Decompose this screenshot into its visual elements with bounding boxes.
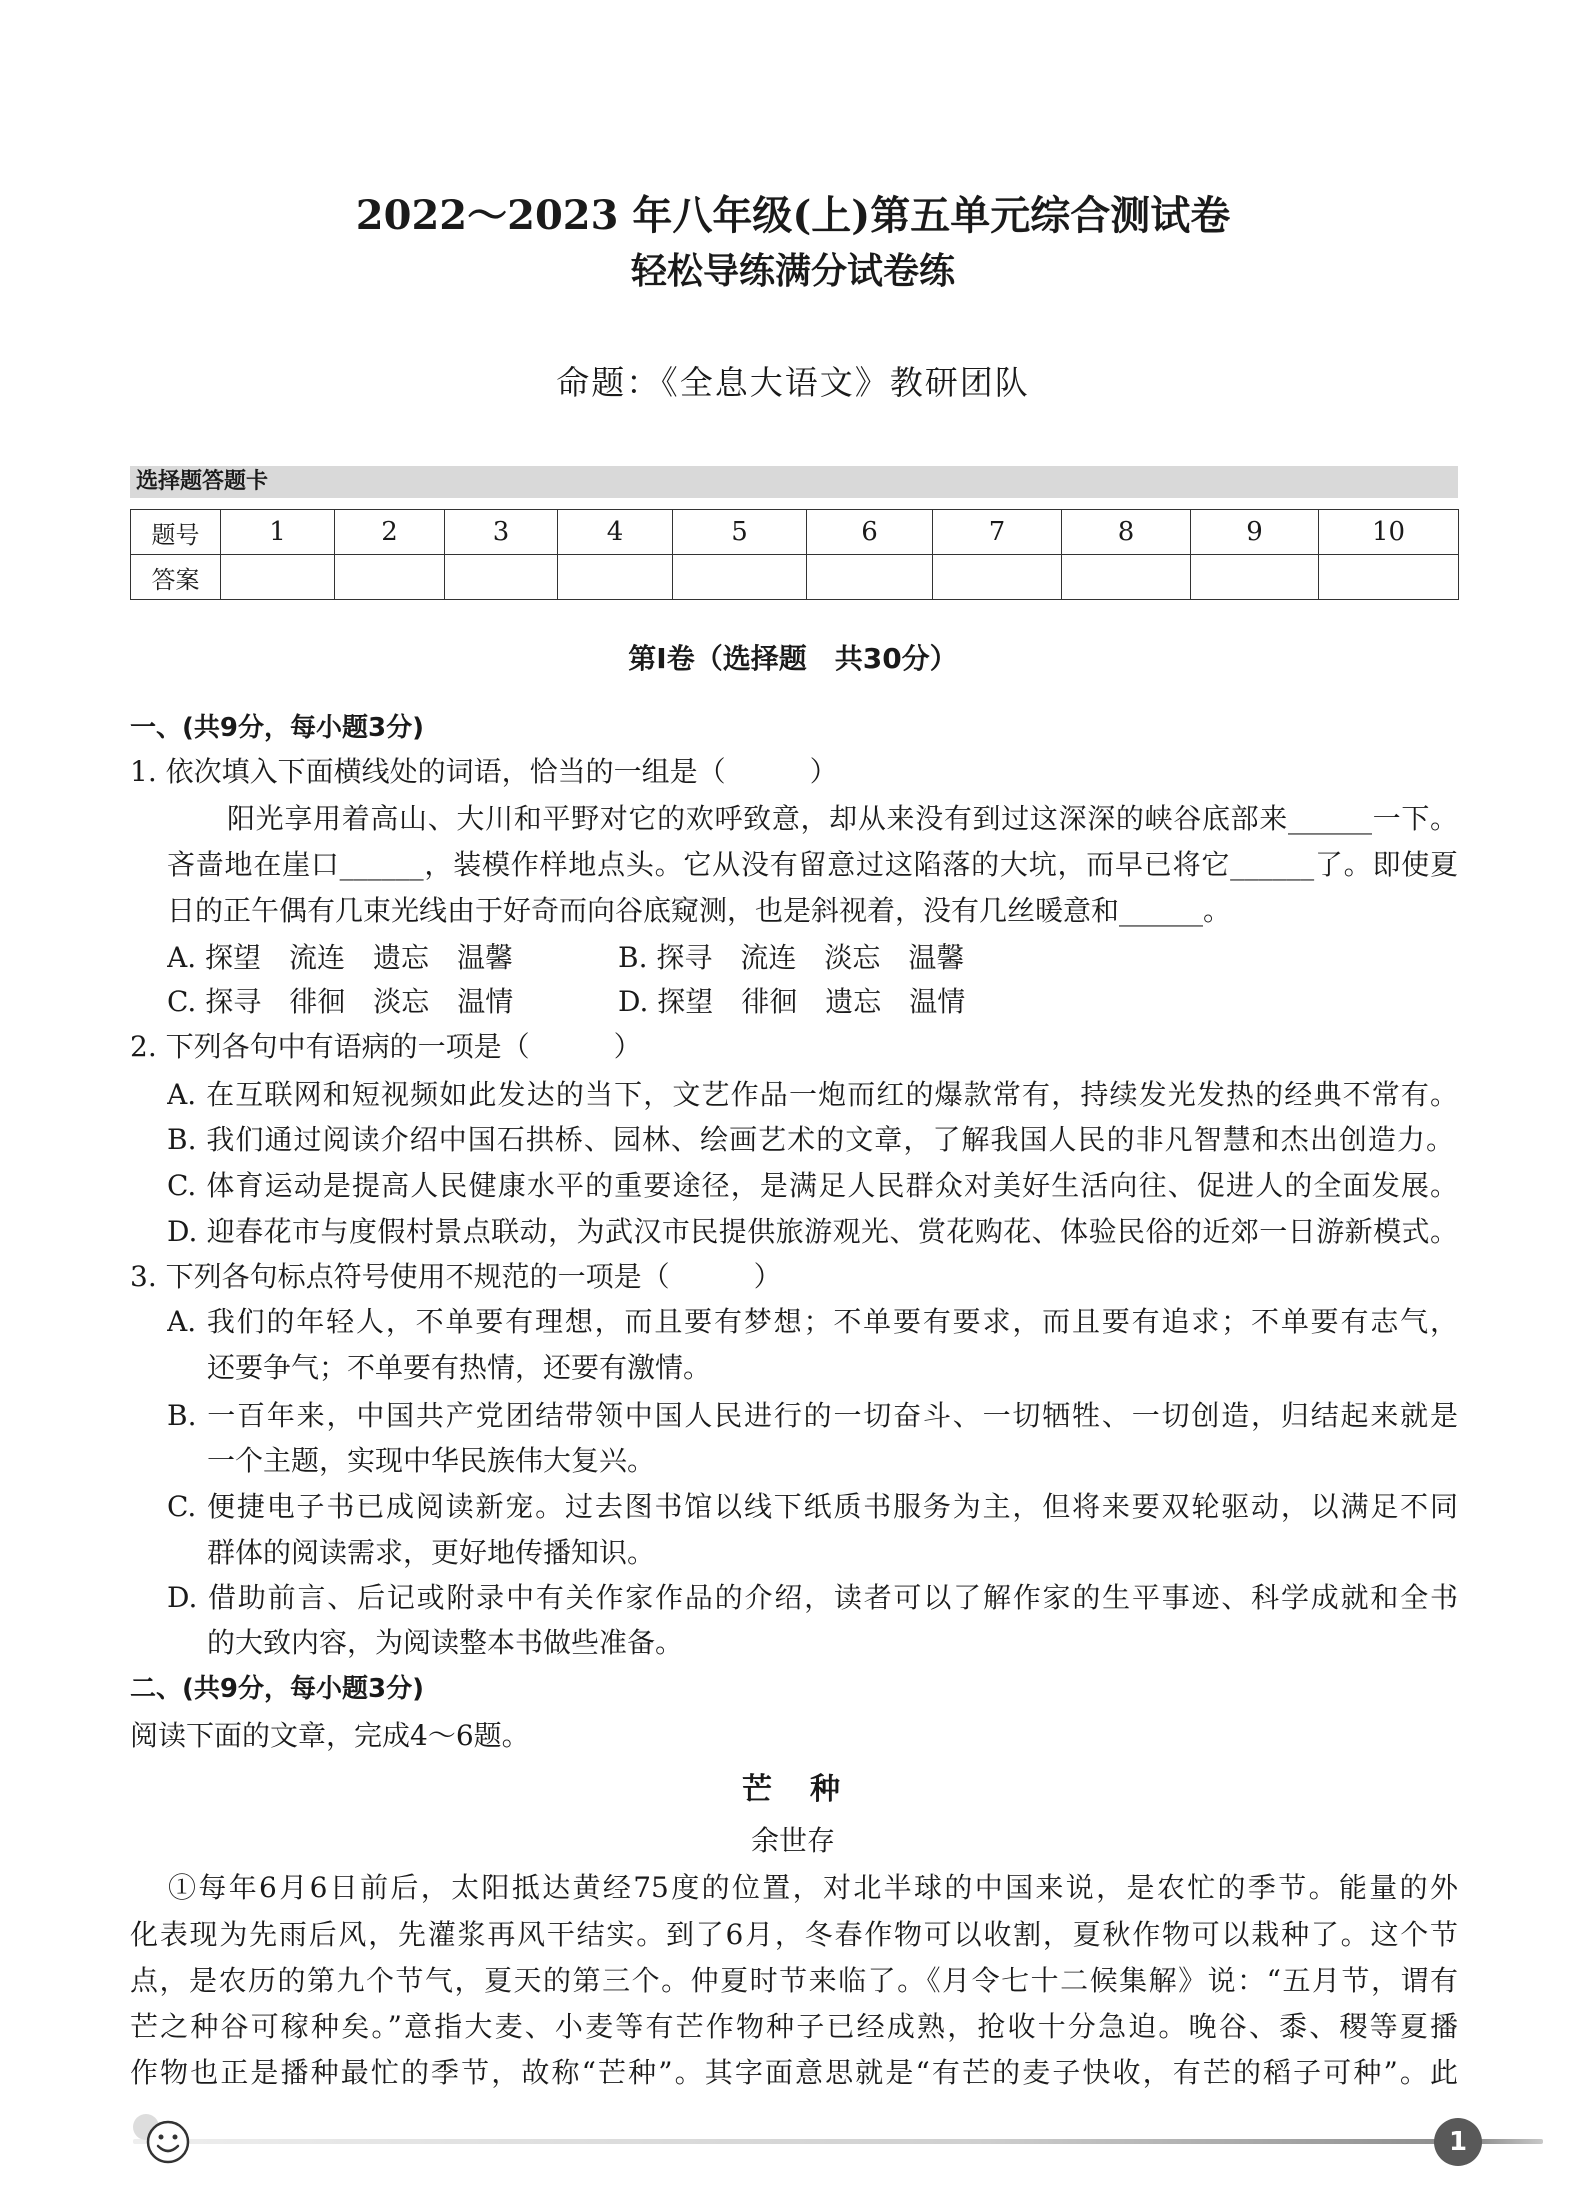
question-3-stem-tail: 的一项是（ ） <box>529 1260 782 1293</box>
question-3-option-d-continued: 的大致内容，为阅读整本书做些准备。 <box>207 1626 684 1659</box>
question-number-cell: 10 <box>1319 510 1459 555</box>
question-2-option-c: C. 体育运动是提高人民健康水平的重要途径，是满足人民群众对美好生活向往、促进人的全面发展。 <box>167 1169 1458 1202</box>
question-2-stem-text: 2. 下列各句中 <box>130 1030 306 1063</box>
answer-cell <box>1319 555 1459 600</box>
answer-cell <box>221 555 335 600</box>
article-author: 余世存 <box>750 1824 835 1857</box>
smiley-icon <box>148 2122 188 2162</box>
question-1-option-c: C. 探寻 徘徊 淡忘 温情 <box>167 985 514 1018</box>
question-3-option-a-continued: 还要争气；不单要有热情，还要有激情。 <box>207 1351 712 1384</box>
question-1-passage-line: 阳光享用着高山、大川和平野对它的欢呼致意，却从来没有到过这深深的峡谷底部来______一下。 <box>227 802 1458 835</box>
answer-cell <box>673 555 807 600</box>
answer-cell <box>445 555 558 600</box>
question-number-row <box>131 510 1459 555</box>
page-number: 1 <box>1448 2127 1468 2157</box>
question-number-cell: 9 <box>1191 510 1319 555</box>
question-1-stem-tail: 的一组是（ ） <box>585 755 838 788</box>
question-1-stem-text: 1. 依次填入下面横线处的词语， <box>130 755 530 788</box>
question-number-cell: 8 <box>1062 510 1191 555</box>
article-line: 芒之种谷可稼种矣。”意指大麦、小麦等有芒作物种子已经成熟，抢收十分急迫。晚谷、黍、稷等夏播 <box>130 2010 1458 2043</box>
section-two-heading: 二、(共9分，每小题3分) <box>130 1674 424 1704</box>
exam-author: 命题：《全息大语文》教研团队 <box>556 363 1030 402</box>
question-1-passage-line: 日的正午偶有几束光线由于好奇而向谷底窥测，也是斜视着，没有几丝暖意和______。 <box>167 894 1232 927</box>
question-2-emphasis: 有语病 <box>305 1030 390 1063</box>
question-number-cell: 4 <box>558 510 673 555</box>
article-line: 点，是农历的第九个节气，夏天的第三个。仲夏时节来临了。《月令七十二候集解》说：“五月节，谓有 <box>130 1964 1458 1997</box>
question-3-option-a: A. 我们的年轻人，不单要有理想，而且要有梦想；不单要有要求，而且要有追求；不单要有志气， <box>167 1305 1458 1338</box>
section-one-heading: 一、(共9分，每小题3分) <box>130 713 424 743</box>
article-line: ①每年6月6日前后，太阳抵达黄经75度的位置，对北半球的中国来说，是农忙的季节。能量的外 <box>168 1871 1458 1904</box>
question-number-cell: 6 <box>807 510 933 555</box>
question-number-cell: 2 <box>335 510 445 555</box>
question-3-option-d: D. 借助前言、后记或附录中有关作家作品的介绍，读者可以了解作家的生平事迹、科学成就和全书 <box>167 1581 1458 1614</box>
question-number-cell: 3 <box>445 510 558 555</box>
question-1-option-d: D. 探望 徘徊 遗忘 温情 <box>618 985 966 1018</box>
question-3-stem-text: 3. 下列各句标点符号使用 <box>130 1260 446 1293</box>
footer-rule <box>133 2139 1543 2144</box>
answer-cell <box>558 555 673 600</box>
footer-decoration <box>0 2100 1586 2190</box>
answer-cell <box>1062 555 1191 600</box>
question-1-option-b: B. 探寻 流连 淡忘 温馨 <box>618 941 965 974</box>
question-1-passage-line: 吝啬地在崖口______，装模作样地点头。它从没有留意过这陷落的大坑，而早已将它______了。即使夏 <box>167 848 1458 881</box>
question-2-option-d: D. 迎春花市与度假村景点联动，为武汉市民提供旅游观光、赏花购花、体验民俗的近郊一日游新模式。 <box>167 1215 1458 1248</box>
question-3-option-c: C. 便捷电子书已成阅读新宠。过去图书馆以线下纸质书服务为主，但将来要双轮驱动，以满足不同 <box>167 1490 1458 1523</box>
row-label-number: 题号 <box>131 510 221 555</box>
exam-subtitle: 轻松导练满分试卷练 <box>630 250 955 292</box>
question-2-stem-tail: 的一项是（ ） <box>389 1030 642 1063</box>
question-3-stem <box>130 1257 1458 1297</box>
question-1-option-a: A. 探望 流连 遗忘 温馨 <box>167 941 514 974</box>
answer-cell <box>933 555 1062 600</box>
part-one-title: 第Ⅰ卷（选择题 共30分） <box>628 642 958 675</box>
article-line: 化表现为先雨后风，先灌浆再风干结实。到了6月，冬春作物可以收割，夏秋作物可以栽种了。这个节 <box>130 1918 1458 1951</box>
question-number-cell: 1 <box>221 510 335 555</box>
question-number-cell: 5 <box>673 510 807 555</box>
answer-cell <box>807 555 933 600</box>
question-3-option-b: B. 一百年来，中国共产党团结带领中国人民进行的一切奋斗、一切牺牲、一切创造，归结起来就是 <box>167 1399 1458 1432</box>
exam-title: 2022～2023 年八年级(上)第五单元综合测试卷 <box>355 192 1231 239</box>
answer-cell <box>1191 555 1319 600</box>
row-label-answer: 答案 <box>131 555 221 600</box>
question-1-stem <box>130 752 1458 792</box>
question-1-emphasis: 恰当 <box>529 755 586 788</box>
answer-card-label: 选择题答题卡 <box>130 466 1458 498</box>
article-line: 作物也正是播种最忙的季节，故称“芒种”。其字面意思就是“有芒的麦子快收，有芒的稻子可种”。此 <box>130 2056 1458 2089</box>
answer-cell <box>335 555 445 600</box>
question-3-option-c-continued: 群体的阅读需求，更好地传播知识。 <box>207 1536 656 1569</box>
answer-card-table <box>130 509 1459 600</box>
question-3-emphasis: 不规范 <box>445 1260 530 1293</box>
article-title: 芒 种 <box>742 1772 844 1807</box>
question-2-option-a: A. 在互联网和短视频如此发达的当下，文艺作品一炮而红的爆款常有，持续发光发热的经典不常有。 <box>167 1078 1458 1111</box>
question-2-stem <box>130 1027 1458 1067</box>
question-3-option-b-continued: 一个主题，实现中华民族伟大复兴。 <box>207 1444 656 1477</box>
question-number-cell: 7 <box>933 510 1062 555</box>
question-2-option-b: B. 我们通过阅读介绍中国石拱桥、园林、绘画艺术的文章，了解我国人民的非凡智慧和杰出创造力。 <box>167 1123 1454 1156</box>
section-two-instruction: 阅读下面的文章，完成4～6题。 <box>130 1719 530 1752</box>
answer-row <box>131 555 1459 600</box>
